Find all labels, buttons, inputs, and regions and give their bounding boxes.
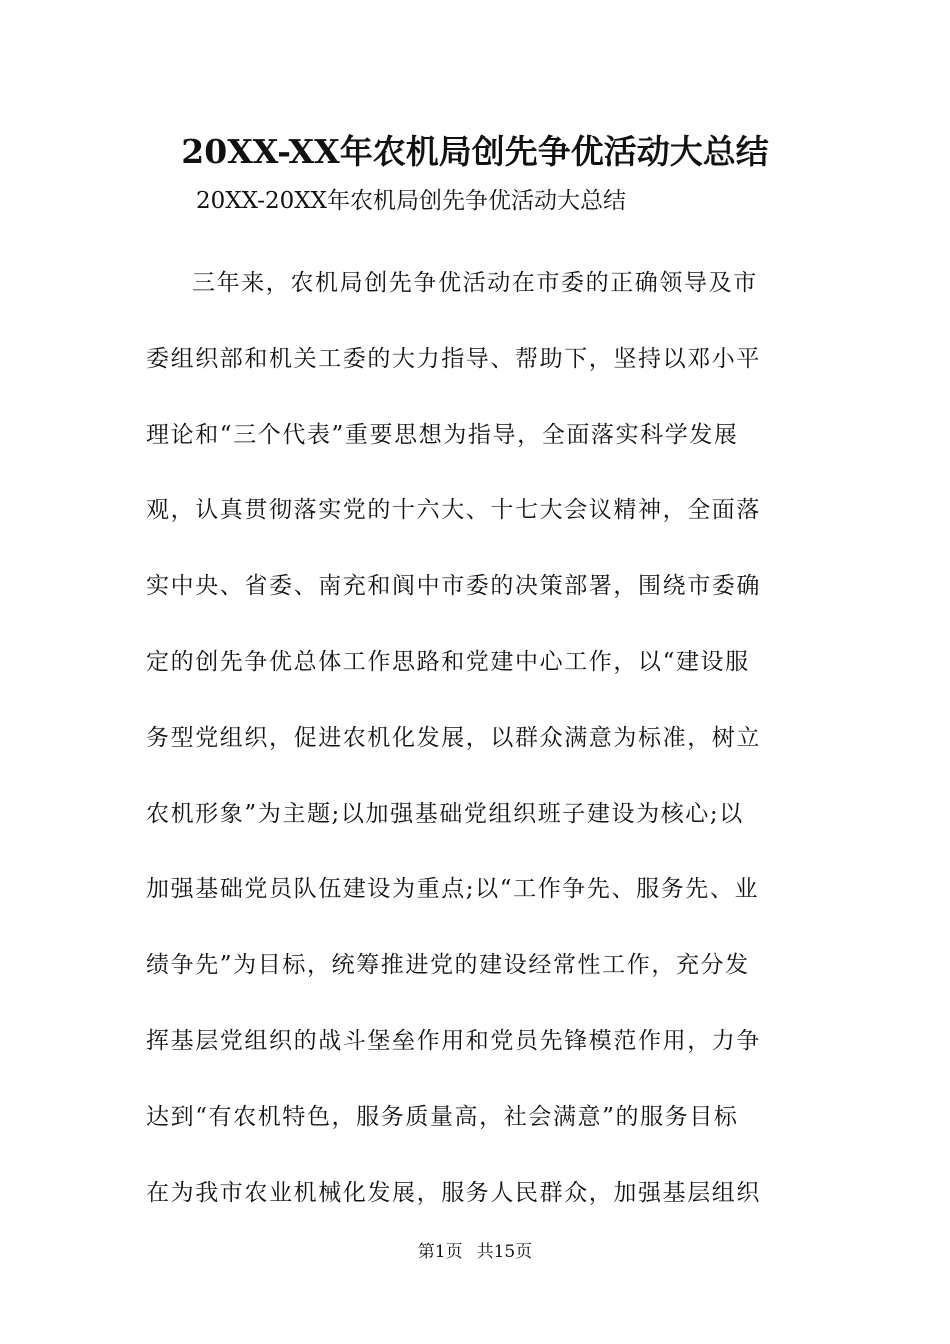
body-line: 理论和“三个代表”重要思想为指导，全面落实科学发展 [146, 421, 739, 448]
page-number: 第1页 [417, 1242, 463, 1262]
body-line: 农机形象”为主题;以加强基础党组织班子建设为核心;以 [146, 800, 744, 827]
body-line: 实中央、省委、南充和阆中市委的决策部署，围绕市委确 [146, 573, 761, 600]
body-line: 绩争先”为目标，统筹推进党的建设经常性工作，充分发 [146, 952, 750, 979]
body-line: 委组织部和机关工委的大力指导、帮助下，坚持以邓小平 [146, 345, 761, 372]
document-body [146, 246, 810, 1231]
document-title: 20XX-XX年农机局创先争优活动大总结 [181, 132, 769, 171]
document-subtitle: 20XX-20XX年农机局创先争优活动大总结 [196, 188, 626, 214]
body-line: 三年来，农机局创先争优活动在市委的正确领导及市 [192, 270, 758, 296]
body-line: 务型党组织，促进农机化发展，以群众满意为标准，树立 [146, 724, 761, 751]
page-total: 共15页 [476, 1242, 533, 1262]
body-line: 挥基层党组织的战斗堡垒作用和党员先锋模范作用，力争 [146, 1027, 761, 1054]
body-line: 定的创先争优总体工作思路和党建中心工作，以“建设服 [146, 648, 750, 675]
body-line: 观，认真贯彻落实党的十六大、十七大会议精神，全面落 [146, 497, 761, 524]
body-line: 达到“有农机特色，服务质量高，社会满意”的服务目标 [146, 1103, 739, 1130]
body-line: 加强基础党员队伍建设为重点;以“工作争先、服务先、业 [146, 876, 760, 903]
body-line: 在为我市农业机械化发展，服务人民群众，加强基层组织 [146, 1179, 761, 1206]
page-footer [0, 1240, 950, 1264]
